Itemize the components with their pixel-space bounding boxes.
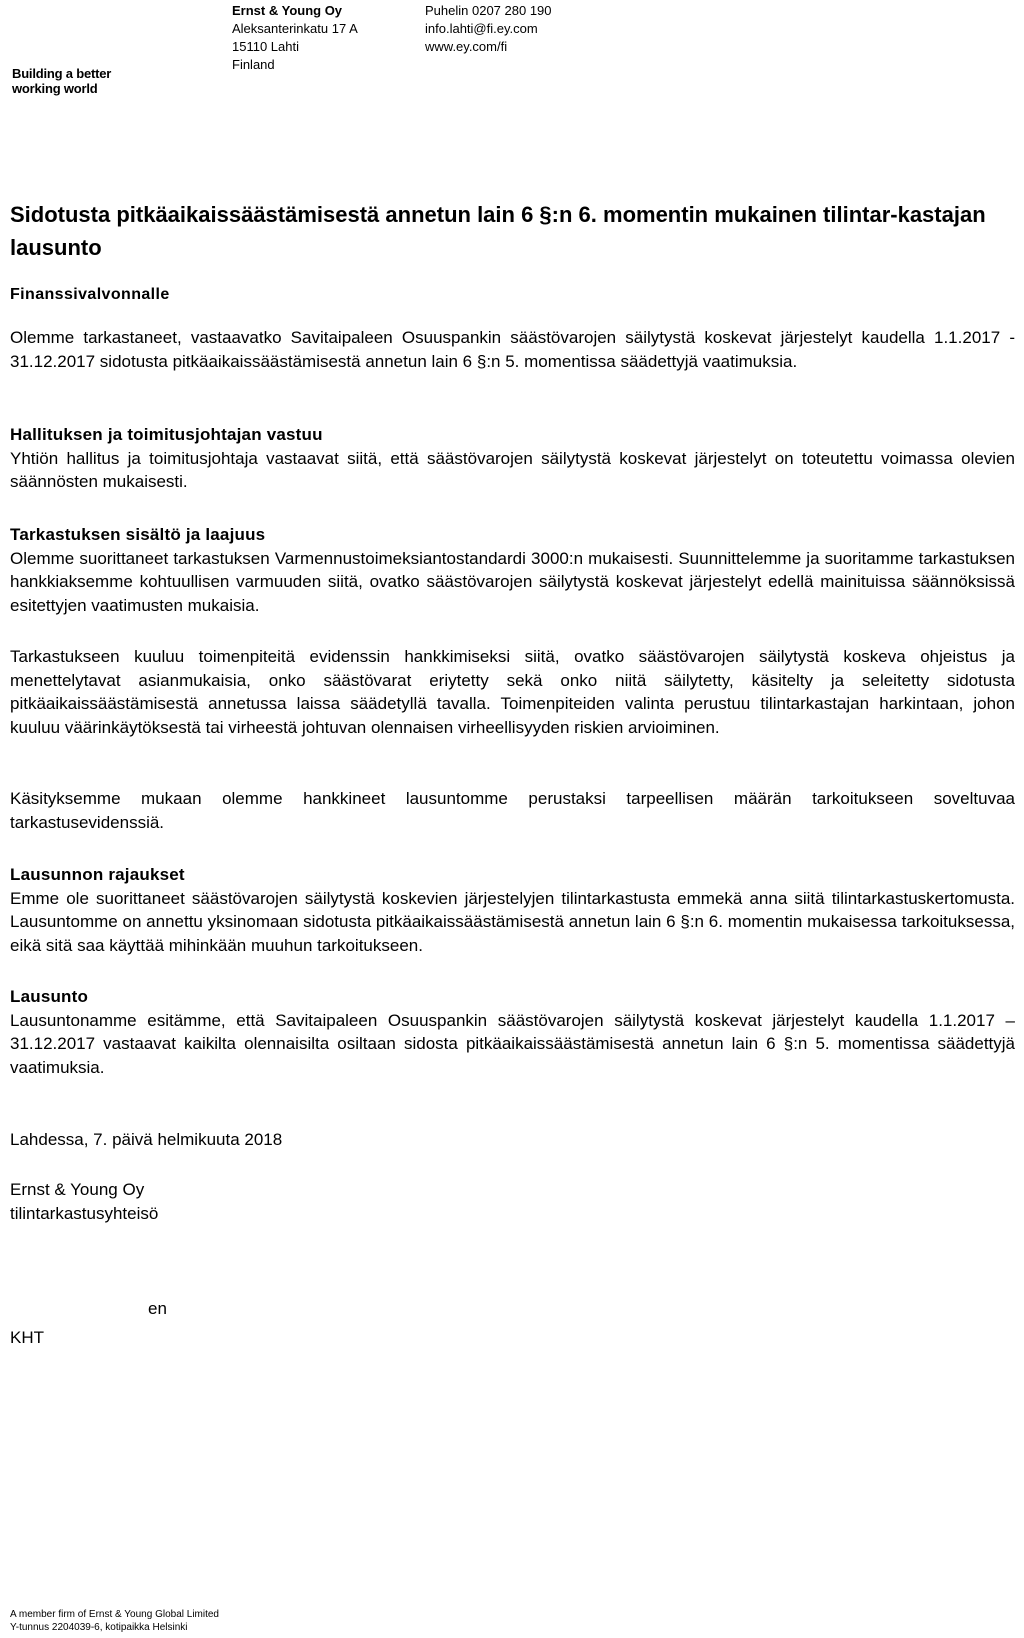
country: Finland <box>232 57 275 72</box>
street-address: Aleksanterinkatu 17 A <box>232 21 358 36</box>
footer-member-note: A member firm of Ernst & Young Global Limited <box>10 1609 219 1620</box>
place-and-date: Lahdessa, 7. päivä helmikuuta 2018 <box>10 1130 283 1149</box>
ey-tagline <box>12 66 111 96</box>
section-opinion <box>10 985 1015 1079</box>
section-text: Emme ole suorittaneet säästövarojen säilytystä koskevien järjestelyjen tilintarkastusta emmekä anna siitä tilintarkastuskertomusta. Lausuntomme on annettu yksinomaan sidotusta pitkäaikaissäästämisestä annetun lain 6 §:n 6. momentin mukaisessa tarkoituksessa, eikä sitä saa käyttää mihinkään muuhun tarkoitukseen. <box>10 888 1015 955</box>
website: www.ey.com/fi <box>425 39 508 54</box>
section-heading: Tarkastuksen sisältö ja laajuus <box>10 525 266 544</box>
tagline-line-1: Building a better <box>12 66 112 81</box>
footer-business-id: Y-tunnus 2204039-6, kotipaikka Helsinki <box>10 1622 188 1633</box>
signatory-role: tilintarkastusyhteisö <box>10 1204 159 1223</box>
section-heading: Lausunto <box>10 987 89 1006</box>
office-address <box>232 2 358 74</box>
contact-info <box>425 2 552 56</box>
signatory-company: Ernst & Young Oy <box>10 1180 145 1199</box>
section-text: Olemme suorittaneet tarkastuksen Varmennustoimeksiantostandardi 3000:n mukaisesti. Suunnittelemme ja suoritamme tarkastuksen hankkiaksemme kohtuullisen varmuuden siitä, ovatko säästövarojen säilytystä koskevat järjestelyt edellä mainituissa säännöksissä esitettyjen vaatimusten mukaisia. <box>10 548 1015 615</box>
page-footer <box>10 1608 219 1634</box>
recipient: Finanssivalvonnalle <box>10 286 170 303</box>
phone-number: Puhelin 0207 280 190 <box>425 3 552 18</box>
section-responsibility <box>10 423 1015 494</box>
auditor-title: KHT <box>10 1328 44 1347</box>
intro-paragraph: Olemme tarkastaneet, vastaavatko Savitaipaleen Osuuspankin säästövarojen säilytystä koskevat järjestelyt kaudella 1.1.2017 - 31.12.2017 sidotusta pitkäaikaissäästämisestä annetun lain 6 §:n 5. momentissa säädettyjä vaatimuksia. <box>10 328 1015 371</box>
section-text: Yhtiön hallitus ja toimitusjohtaja vastaavat siitä, että säästövarojen säilytystä koskevat järjestelyt on toteutettu voimassa olevien säännösten mukaisesti. <box>10 448 1015 491</box>
signatory-block <box>10 1178 158 1226</box>
document-title: Sidotusta pitkäaikaissäästämisestä annetun lain 6 §:n 6. momentin mukainen tilintar-kastajan lausunto <box>10 202 986 260</box>
section-limitations <box>10 863 1015 957</box>
company-name: Ernst & Young Oy <box>232 3 343 18</box>
procedures-paragraph: Tarkastukseen kuuluu toimenpiteitä evidenssin hankkimiseksi siitä, ovatko säästövarojen säilytystä koskeva ohjeistus ja menettelytavat asianmukaisia, onko säästövarat eriytetty sekä onko niitä säilytetty, käsitelty ja seleitetty sidotusta pitkäaikaissäästämisestä annetussa laissa säädetyllä tavalla. Toimenpiteiden valinta perustuu tilintarkastajan harkintaan, johon kuuluu väärinkäytöksestä tai virheestä johtuvan olennaisen virheellisyyden riskien arvioiminen. <box>10 647 1015 737</box>
tagline-line-2: working world <box>12 81 98 96</box>
section-text: Lausuntonamme esitämme, että Savitaipaleen Osuuspankin säästövarojen säilytystä koskevat järjestelyt kaudella 1.1.2017 – 31.12.2017 vastaavat kaikilta olennaisilta osiltaan sidosta pitkäaikaissäästämisestä annetun lain 6 §:n 5. momentissa säädettyjä vaatimuksia. <box>10 1010 1015 1077</box>
letterhead <box>0 0 1024 100</box>
section-scope <box>10 523 1015 617</box>
signature-fragment: en <box>148 1299 167 1318</box>
evidence-paragraph: Käsityksemme mukaan olemme hankkineet lausuntomme perustaksi tarpeellisen määrän tarkoitukseen soveltuvaa tarkastusevidenssiä. <box>10 789 1015 832</box>
section-heading: Lausunnon rajaukset <box>10 865 185 884</box>
section-heading: Hallituksen ja toimitusjohtajan vastuu <box>10 425 323 444</box>
email-address: info.lahti@fi.ey.com <box>425 21 538 36</box>
postal-city: 15110 Lahti <box>232 39 299 54</box>
